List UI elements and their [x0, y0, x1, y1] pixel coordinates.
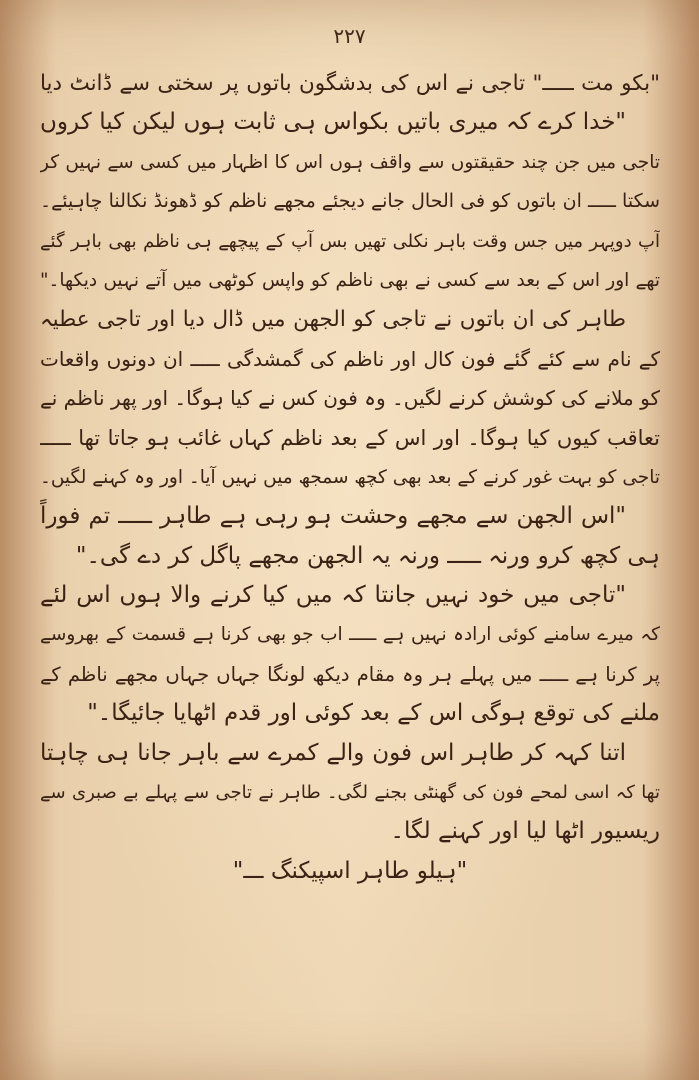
text-line-15: کہ میرے سامنے کوئی ارادہ نہیں ہے ـــــ اب جو بھی کرنا ہے قسمت کے بھروسے — [40, 624, 660, 646]
text-line-17: ملنے کی توقع ہوگی اس کے بعد کوئی اور قدم اٹھایا جائیگا۔" — [87, 700, 660, 727]
text-line-19: تھا کہ اسی لمحے فون کی گھنٹی بجنے لگی۔ طاہر نے تاجی سے پہلے بے صبری سے — [40, 782, 660, 804]
text-line-6: تھے اور اس کے بعد سے کسی نے بھی ناظم کو واپس کوٹھی میں آتے نہیں دیکھا۔" — [40, 269, 660, 291]
text-line-20: ریسیور اٹھا لیا اور کہنے لگا۔ — [390, 818, 660, 845]
text-line-10: تعاقب کیوں کیا ہوگا۔ اور اس کے بعد ناظم کہاں غائب ہو جاتا تھا ـــــ — [40, 425, 660, 450]
text-line-1: "بکو مت ـــــ" تاجی نے اس کی بدشگون باتوں پر سختی سے ڈانٹ دیا — [40, 71, 660, 96]
text-line-18: اتنا کہہ کر طاہر اس فون والے کمرے سے باہر جانا ہی چاہتا — [40, 739, 626, 766]
text-line-7: طاہر کی ان باتوں نے تاجی کو الجھن میں ڈال دیا اور تاجی عطیہ — [40, 307, 626, 333]
text-line-9: کو ملانے کی کوشش کرنے لگیں۔ وہ فون کس نے کیا ہوگا۔ اور پھر ناظم نے — [40, 386, 660, 411]
text-line-21: "ہیلو طاہر اسپیکنگ ـــ" — [232, 857, 468, 884]
text-line-16: پر کرنا ہے ـــــ میں پہلے ہر وہ مقام دیکھ لونگا جہاں جہاں مجھے ناظم کے — [40, 662, 660, 686]
text-line-14: "تاجی میں خود نہیں جانتا کہ میں کیا کرنے والا ہوں اس لئے — [40, 582, 626, 609]
page-number: ۲۲۷ — [333, 24, 366, 48]
text-line-3: تاجی میں جن چند حقیقتوں سے واقف ہوں اس کا اظہار میں کسی سے نہیں کر — [40, 151, 660, 173]
text-line-12: "اس الجھن سے مجھے وحشت ہو رہی ہے طاہر ـــــ تم فوراً — [40, 503, 626, 530]
text-line-2: "خدا کرے کہ میری باتیں بکواس ہی ثابت ہوں لیکن کیا کروں — [40, 109, 626, 136]
text-line-11: تاجی کو بہت غور کرنے کے بعد بھی کچھ سمجھ میں نہیں آیا۔ اور وہ کہنے لگیں۔ — [40, 466, 660, 488]
text-line-5: آپ دوپہر میں جس وقت باہر نکلی تھیں بس آپ کے پیچھے ہی ناظم بھی باہر گئے — [40, 230, 660, 252]
text-line-13: ہی کچھ کرو ورنہ ـــــ ورنہ یہ الجھن مجھے پاگل کر دے گی۔" — [75, 542, 660, 569]
text-line-4: سکتا ـــــ ان باتوں کو فی الحال جانے دیجئے مجھے ناظم کو ڈھونڈ نکالنا چاہیئے۔ — [40, 190, 660, 213]
urdu-text-body — [40, 64, 660, 891]
text-line-8: کے نام سے کئے گئے فون کال اور ناظم کی گمشدگی ـــــ ان دونوں واقعات — [40, 346, 660, 371]
